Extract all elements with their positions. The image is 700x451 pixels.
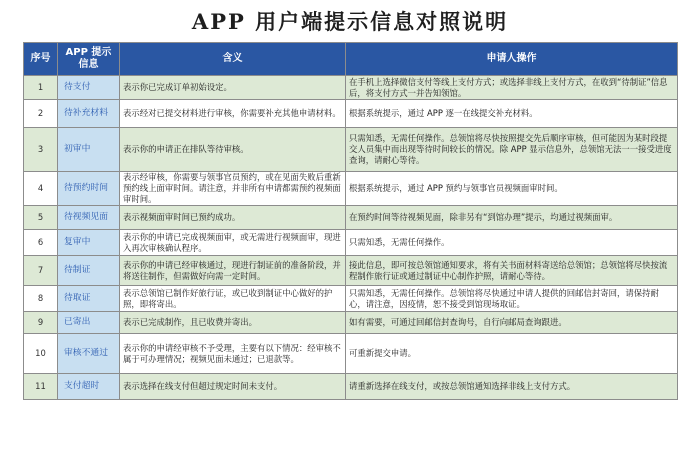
row-action: 只需知悉，无需任何操作。总领馆将尽快通过申请人提供的回邮信封寄回，请保持耐心，请注意，因疫情，恕不接受到馆现场取证。 [346, 286, 678, 312]
row-meaning: 表示经审核，你需要与领事官员预约，或在见面失败后重新预约线上面审时间。请注意，并非所有申请都需预约视频面审时间。 [120, 172, 346, 206]
row-status: 复审中 [58, 230, 120, 256]
row-status: 待取证 [58, 286, 120, 312]
row-meaning: 表示总领馆已制作好旅行证，或已收到制证中心做好的护照，即将寄出。 [120, 286, 346, 312]
header-status-line1: APP 提示 [65, 47, 112, 58]
row-no: 4 [24, 172, 58, 206]
row-action: 请重新选择在线支付，或按总领馆通知选择非线上支付方式。 [346, 374, 678, 400]
table-row [24, 206, 678, 230]
row-status: 初审中 [58, 128, 120, 172]
row-meaning: 表示你已完成订单初始设定。 [120, 76, 346, 100]
table-row [24, 256, 678, 286]
row-no: 9 [24, 312, 58, 334]
info-table [23, 42, 678, 400]
header-status [58, 43, 120, 76]
row-no: 2 [24, 100, 58, 128]
table-row [24, 286, 678, 312]
table-row [24, 172, 678, 206]
table-row [24, 312, 678, 334]
header-meaning: 含义 [120, 43, 346, 76]
row-meaning: 表示视频面审时间已预约成功。 [120, 206, 346, 230]
row-meaning: 表示你的申请已完成视频面审，或无需进行视频面审，现进入再次审核确认程序。 [120, 230, 346, 256]
header-no: 序号 [24, 43, 58, 76]
table-row [24, 230, 678, 256]
row-meaning: 表示选择在线支付但超过规定时间未支付。 [120, 374, 346, 400]
row-action: 在手机上选择微信支付等线上支付方式；或选择非线上支付方式，在收到“待制证”信息后，将支付方式一并告知领馆。 [346, 76, 678, 100]
row-meaning: 表示经对已提交材料进行审核，你需要补充其他申请材料。 [120, 100, 346, 128]
row-meaning: 表示你的申请经审核不予受理，主要有以下情况：经审核不属于可办理情况；视频见面未通过；已退款等。 [120, 334, 346, 374]
row-status: 审核不通过 [58, 334, 120, 374]
row-no: 1 [24, 76, 58, 100]
table-row [24, 374, 678, 400]
row-action: 只需知悉，无需任何操作。总领馆将尽快按照提交先后顺序审核，但可能因为某时段提交人员集中而出现等待时间较长的情况。除 APP 显示信息外，总领馆无法一一接受进度查询，请耐心等待。 [346, 128, 678, 172]
header-action: 申请人操作 [346, 43, 678, 76]
row-action: 如有需要，可通过回邮信封查询号，自行向邮局查询跟进。 [346, 312, 678, 334]
row-no: 3 [24, 128, 58, 172]
row-action: 在预约时间等待视频见面，除非另有“到馆办理”提示，均通过视频面审。 [346, 206, 678, 230]
row-no: 7 [24, 256, 58, 286]
row-status: 待补充材料 [58, 100, 120, 128]
header-status-line2: 信息 [78, 59, 99, 70]
row-meaning: 表示你的申请正在排队等待审核。 [120, 128, 346, 172]
row-no: 8 [24, 286, 58, 312]
row-no: 6 [24, 230, 58, 256]
page-title: APP 用户端提示信息对照说明 [191, 9, 509, 34]
row-no: 10 [24, 334, 58, 374]
header-row [24, 43, 678, 76]
row-action: 可重新提交申请。 [346, 334, 678, 374]
row-action: 接此信息，即可按总领馆通知要求，将有关书面材料寄送给总领馆；总领馆将尽快按流程制作旅行证或通过制证中心制作护照，请耐心等待。 [346, 256, 678, 286]
row-status: 待支付 [58, 76, 120, 100]
row-status: 已寄出 [58, 312, 120, 334]
row-status: 待预约时间 [58, 172, 120, 206]
table-row [24, 76, 678, 100]
row-meaning: 表示你的申请已经审核通过，现进行制证前的准备阶段，并将送往制作，但需做好向需一定时间。 [120, 256, 346, 286]
table-row [24, 128, 678, 172]
table-row [24, 100, 678, 128]
row-meaning: 表示已完成制作，且已收费并寄出。 [120, 312, 346, 334]
row-no: 5 [24, 206, 58, 230]
row-status: 支付超时 [58, 374, 120, 400]
row-no: 11 [24, 374, 58, 400]
row-status: 待视频见面 [58, 206, 120, 230]
table-row [24, 334, 678, 374]
row-status: 待制证 [58, 256, 120, 286]
row-action: 根据系统提示，通过 APP 逐一在线提交补充材料。 [346, 100, 678, 128]
row-action: 只需知悉，无需任何操作。 [346, 230, 678, 256]
row-action: 根据系统提示，通过 APP 预约与领事官员视频面审时间。 [346, 172, 678, 206]
